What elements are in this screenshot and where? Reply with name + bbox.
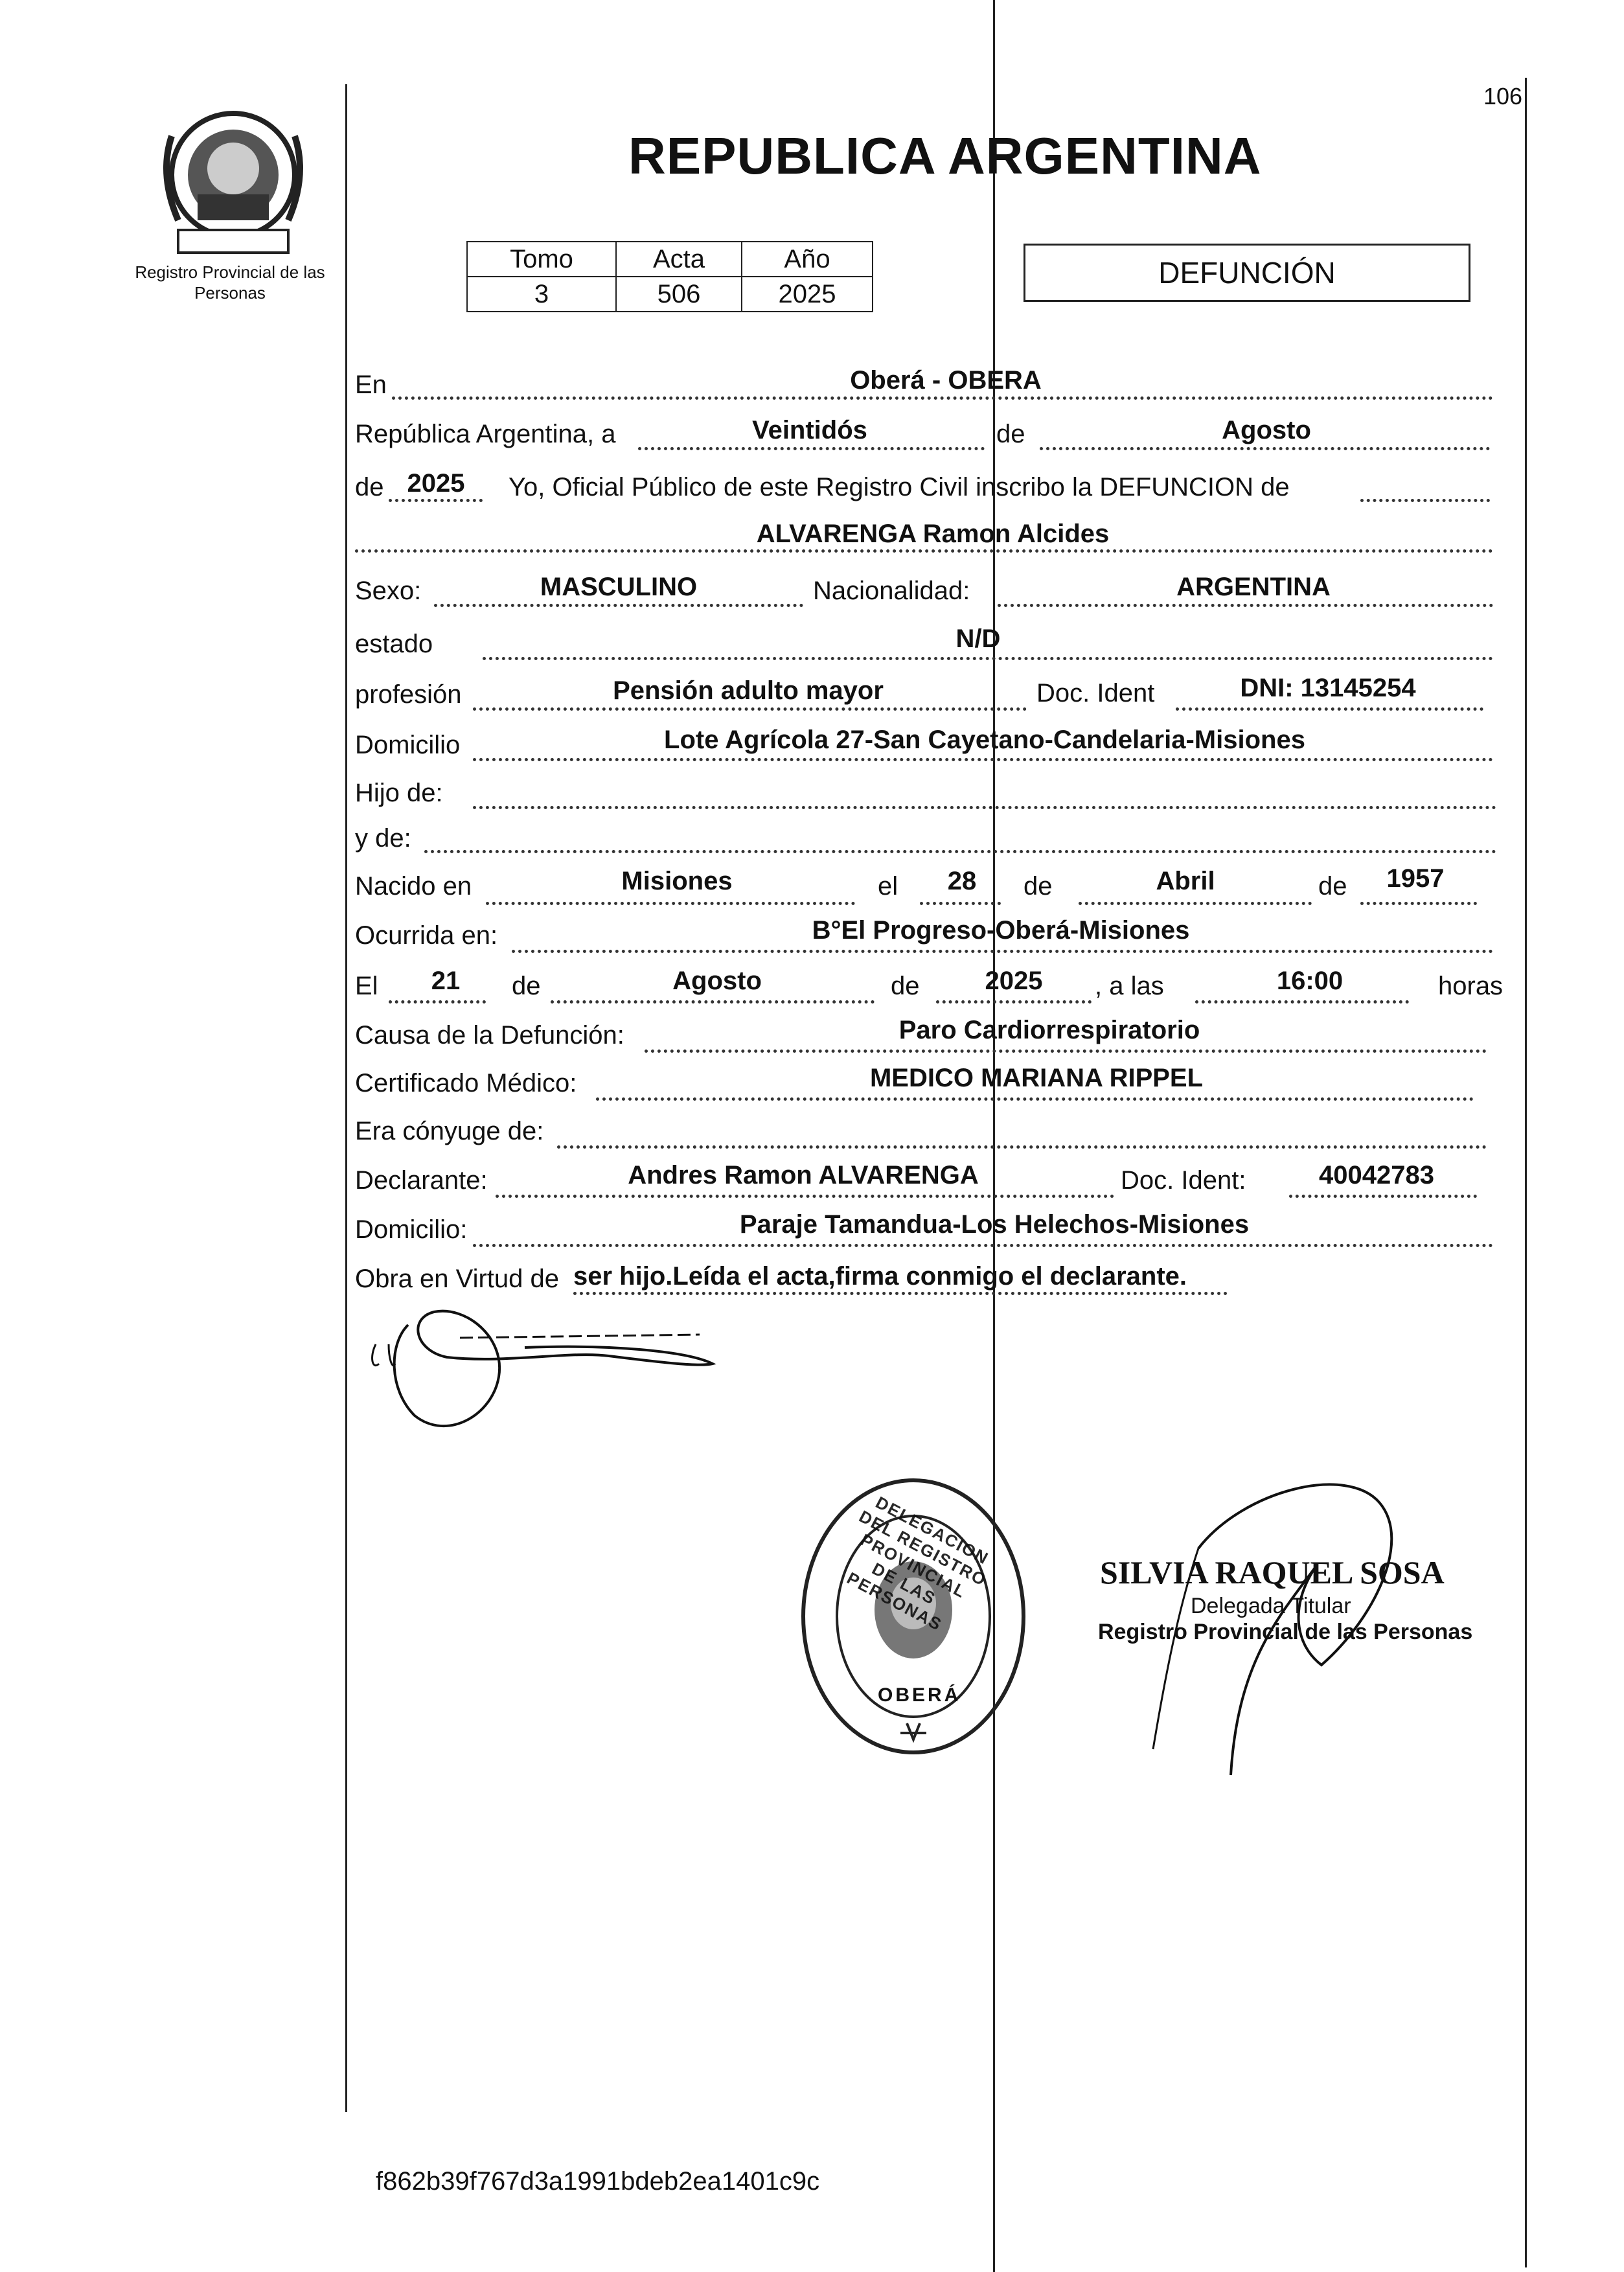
value-declarante: Andres Ramon ALVARENGA [628, 1161, 979, 1189]
value-death-month: Agosto [672, 967, 762, 995]
dotted-line [1176, 707, 1483, 711]
label-domicilio-2: Domicilio: [355, 1215, 468, 1244]
label-doc-ident-2: Doc. Ident: [1121, 1166, 1246, 1195]
label-el: el [878, 872, 898, 901]
table-row [467, 242, 873, 277]
tomo-header: Tomo [467, 242, 616, 277]
value-doc-ident-2: 40042783 [1319, 1161, 1434, 1189]
misiones-seal-icon [152, 97, 314, 259]
label-horas: horas [1438, 972, 1504, 1000]
value-death-day: 21 [431, 967, 461, 995]
value-birth-day: 28 [947, 867, 977, 895]
stamp-bottom-text: OBERÁ [878, 1684, 961, 1706]
value-day-word: Veintidós [752, 416, 867, 444]
registry-label: Registro Provincial de las Personas [135, 262, 325, 303]
value-birth-year: 1957 [1386, 864, 1445, 893]
dotted-line [473, 707, 1027, 711]
dotted-line [473, 806, 1496, 809]
label-estado: estado [355, 630, 433, 658]
label-obra: Obra en Virtud de [355, 1265, 560, 1293]
document-hash: f862b39f767d3a1991bdeb2ea1401c9c [376, 2167, 820, 2196]
stamp-ring-text: DELEGACION DEL REGISTRO PROVINCIAL DE LAS PERSONAS [843, 1492, 992, 1635]
label-a-las: , a las [1095, 972, 1164, 1000]
label-profesion: profesión [355, 680, 462, 709]
label-yo: Yo, Oficial Público de este Registro Civil inscribo la DEFUNCION de [509, 473, 1290, 501]
value-deceased-name: ALVARENGA Ramon Alcides [756, 520, 1110, 548]
value-profesion: Pensión adulto mayor [613, 676, 884, 705]
dotted-line [1360, 902, 1477, 905]
dotted-line [920, 902, 1001, 905]
value-nacionalidad: ARGENTINA [1176, 573, 1331, 601]
dotted-line [1360, 499, 1490, 502]
document-type-box: DEFUNCIÓN [1024, 244, 1470, 302]
label-causa: Causa de la Defunción: [355, 1021, 624, 1050]
record-index-table [466, 241, 873, 312]
acta-header: Acta [616, 242, 742, 277]
dotted-line [434, 604, 803, 607]
label-hijo-de: Hijo de: [355, 779, 443, 807]
value-month: Agosto [1222, 416, 1311, 444]
label-domicilio: Domicilio [355, 731, 461, 759]
center-fold-line [993, 0, 995, 2272]
dotted-line [1289, 1195, 1477, 1198]
value-year: 2025 [407, 469, 465, 498]
dotted-line [638, 447, 985, 450]
left-margin-line [345, 84, 347, 2112]
dotted-line [483, 657, 1493, 660]
page-title: REPUBLICA ARGENTINA [628, 127, 1262, 185]
dotted-line [551, 1000, 875, 1004]
dotted-line [936, 1000, 1092, 1004]
label-de: de [355, 473, 384, 501]
dotted-line [496, 1195, 1114, 1198]
value-obra: ser hijo.Leída el acta,firma conmigo el declarante. [573, 1262, 1187, 1291]
anio-header: Año [742, 242, 873, 277]
label-doc-ident: Doc. Ident [1036, 679, 1155, 707]
tomo-value: 3 [467, 277, 616, 312]
dotted-line [424, 850, 1496, 853]
label-ocurrida-en: Ocurrida en: [355, 921, 498, 950]
anio-value: 2025 [742, 277, 873, 312]
registrar-name: SILVIA RAQUEL SOSA [1100, 1554, 1445, 1590]
value-birth-month: Abril [1156, 867, 1215, 895]
label-el: El [355, 972, 378, 1000]
label-nacido-en: Nacido en [355, 872, 472, 901]
registrar-role: Delegada Titular [1191, 1594, 1351, 1618]
dotted-line [355, 549, 1493, 553]
label-nacionalidad: Nacionalidad: [813, 577, 970, 605]
dotted-line [645, 1050, 1487, 1053]
right-margin-line [1525, 78, 1527, 2267]
value-death-place: B°El Progreso-Oberá-Misiones [812, 916, 1190, 945]
dotted-line [1079, 902, 1312, 905]
dotted-line [1040, 447, 1490, 450]
dotted-line [596, 1097, 1474, 1101]
value-domicilio: Lote Agrícola 27-San Cayetano-Candelaria-Misiones [664, 726, 1305, 754]
value-estado: N/D [955, 625, 1001, 653]
label-de: de [996, 420, 1025, 448]
label-conyuge: Era cónyuge de: [355, 1117, 544, 1145]
dotted-line [473, 1244, 1493, 1247]
dotted-line [557, 1145, 1487, 1149]
label-de: de [1318, 872, 1347, 901]
dotted-line [473, 758, 1493, 761]
declarant-signature [363, 1286, 726, 1435]
dotted-line [486, 902, 855, 905]
dotted-line [389, 1000, 486, 1004]
value-death-time: 16:00 [1276, 967, 1344, 995]
value-birthplace: Misiones [621, 867, 733, 895]
label-y-de: y de: [355, 824, 411, 853]
dotted-line [1195, 1000, 1409, 1004]
value-place: Oberá - OBERA [850, 366, 1042, 395]
label-en: En [355, 371, 387, 399]
table-row [467, 277, 873, 312]
label-sexo: Sexo: [355, 577, 422, 605]
value-sexo: MASCULINO [540, 573, 698, 601]
label-de: de [512, 972, 541, 1000]
value-death-year: 2025 [985, 967, 1043, 995]
value-causa: Paro Cardiorrespiratorio [898, 1016, 1200, 1044]
value-domicilio-2: Paraje Tamandua-Los Helechos-Misiones [739, 1210, 1250, 1239]
registrar-organization: Registro Provincial de las Personas [1098, 1620, 1473, 1644]
value-doc-ident: DNI: 13145254 [1240, 674, 1416, 702]
dotted-line [389, 499, 483, 502]
dotted-line [392, 396, 1493, 400]
label-republica: República Argentina, a [355, 420, 616, 448]
page-number: 106 [1483, 83, 1523, 109]
label-declarante: Declarante: [355, 1166, 488, 1195]
value-certificado: MEDICO MARIANA RIPPEL [869, 1064, 1204, 1092]
label-certificado: Certificado Médico: [355, 1069, 577, 1097]
label-de: de [891, 972, 920, 1000]
dotted-line [512, 950, 1493, 953]
dotted-line [998, 604, 1493, 607]
acta-value: 506 [616, 277, 742, 312]
label-de: de [1024, 872, 1053, 901]
